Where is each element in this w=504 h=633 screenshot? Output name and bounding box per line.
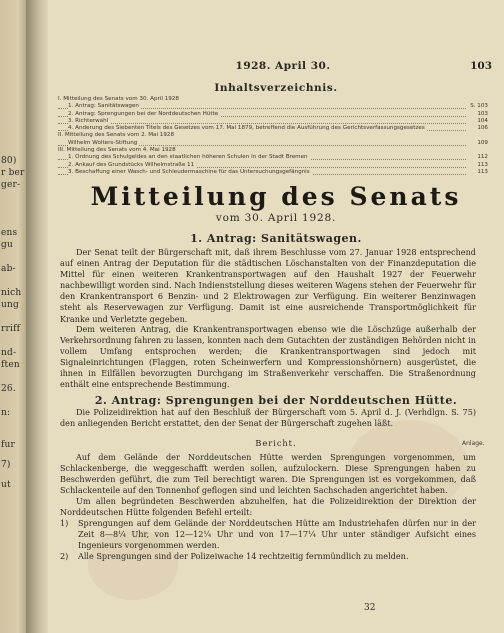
toc-entry-text: 2. Ankauf des Grundstücks Wilhelmstraße 11: [68, 161, 195, 168]
paragraph: Der Senat teilt der Bürgerschaft mit, daß ihrem Beschlusse vom 27. Januar 1928 entsprechend auf einen Antrag der Deputation für die städtischen Löschanstalten von der Finanzdeputation die Mittel für einen weiteren Krankentransportwagen auf den Haushalt 1927 der Feuerwehr nachbewilligt worden sind. Nach Indienststellung dieses weiteren Wagens stehen der Feuerwehr für den Krankentransport 6 Benzin- und 2 Elektrowagen zur Verfügung. Ein weiterer Benzinwagen steht als Reservewagen zur Verfügung. Damit ist eine ausreichende Transportmöglichkeit für Kranke und Verletzte gegeben.: [60, 247, 476, 324]
toc-row: [58, 140, 488, 147]
signature-number: 32: [364, 603, 376, 613]
paragraph: Die Polizeidirektion hat auf den Beschluß der Bürgerschaft vom 5. April d. J. (Verhdlgn. S. 75) den anliegenden Bericht erstattet, den der Senat der Bürgerschaft zugehen läßt.: [60, 407, 476, 429]
toc-row: [58, 118, 488, 125]
page-number: 103: [470, 60, 492, 72]
left-fragment: r ber: [1, 168, 25, 178]
toc-entry-text: III. Mitteilung des Senats vom 4. Mai 1928: [58, 147, 176, 154]
toc-entry-page: 109: [477, 139, 488, 146]
toc-row: [58, 169, 488, 176]
left-fragment: 80): [1, 156, 17, 166]
section-heading: 1. Antrag: Sanitätswagen.: [190, 232, 362, 245]
toc-row: [58, 103, 488, 110]
toc-entry-page: 106: [477, 125, 488, 132]
left-fragment: 26.: [1, 384, 16, 394]
toc-entry-text: Wilhelm Wolters-Stiftung: [68, 139, 138, 146]
left-fragment: ab-: [1, 264, 16, 274]
toc-entry-text: 2. Antrag: Sprengungen bei der Norddeutschen Hütte: [68, 110, 219, 117]
toc-leader-dots: [58, 118, 466, 124]
left-fragment: ut: [1, 480, 11, 490]
toc-row: [58, 96, 488, 103]
toc-row: [58, 154, 488, 161]
left-fragment: ung: [1, 300, 19, 310]
numbered-list: [60, 518, 476, 562]
section-heading: 2. Antrag: Sprengungen bei der Norddeutschen Hütte.: [94, 394, 458, 407]
margin-note: Anlage.: [462, 440, 485, 447]
left-fragment: gu: [1, 240, 13, 250]
left-fragment: rriff: [1, 324, 21, 334]
toc-entry-text: 4. Änderung des Siebenten Titels des Gesetzes vom 17. Mai 1879, betreffend die Ausführung des Gerichtsverfassungsgesetzes: [68, 125, 425, 132]
toc-row: [58, 111, 488, 118]
list-number: 2): [60, 551, 69, 562]
toc-entry-page: 113: [477, 168, 488, 175]
left-fragment: ens: [1, 228, 18, 238]
toc-entry-text: I. Mitteilung des Senats vom 30. April 1928: [58, 96, 179, 102]
toc-row: [58, 147, 488, 154]
list-item: [60, 518, 476, 551]
left-page-edge: [0, 0, 26, 633]
left-fragment: nd-: [1, 348, 17, 358]
page-header: [48, 60, 504, 74]
toc-entry-page: 103: [477, 110, 488, 117]
toc-title: Inhaltsverzeichnis.: [214, 82, 338, 94]
toc-entry-text: II. Mitteilung des Senats vom 2. Mai 1928: [58, 132, 175, 139]
report-label: Bericht.: [255, 438, 297, 448]
paragraph: Auf dem Gelände der Norddeutschen Hütte werden Sprengungen vorgenommen, um Schlackenberge, die weggeschafft werden sollen, aufzulockern. Diese Sprengungen haben zu Beschwerden geführt, die zum Teil berechtigt waren. Die Sprengungen ist es vorgekommen, daß Schlackenteile auf den Tonnenhof geflogen sind und leichten Sachschaden angerichtet haben.: [60, 452, 476, 496]
toc-entry-page: 104: [477, 117, 488, 124]
list-item: [60, 551, 476, 562]
toc-row: [58, 132, 488, 139]
paragraph: Dem weiteren Antrag, die Krankentransportwagen ebenso wie die Löschzüge außerhalb der Verkehrsordnung fahren zu lassen, konnten nach dem Gutachten der zuständigen Behörden nicht in vollem Umfang entsprochen werden; die Krankentransportwagen sind jedoch mit Signaleinrichtungen (Flaggen, roten Scheinwerfern und Kompressionshörnern) ausgerüstet, die ihnen in Eilfällen bevorzugten Durchgang im Straßenverkehr verschaffen. Die Straßenordnung enthält eine entsprechende Bestimmung.: [60, 324, 476, 390]
main-title: Mitteilung des Senats: [90, 182, 462, 211]
toc-row: [58, 125, 488, 132]
left-fragment: ger-: [1, 180, 21, 190]
toc-row: [58, 162, 488, 169]
list-text: Alle Sprengungen sind der Polizeiwache 14 rechtzeitig fernmündlich zu melden.: [78, 551, 409, 562]
toc-entry-text: 1. Ordnung des Schulgeldes an den staatlichen höheren Schulen in der Stadt Bremen: [68, 154, 308, 161]
toc-entry-page: 113: [477, 161, 488, 168]
document-page: [48, 0, 504, 633]
left-fragment: fur: [1, 440, 16, 450]
list-number: 1): [60, 518, 69, 528]
list-text: Sprengungen auf dem Gelände der Norddeutschen Hütte am Industriehafen dürfen nur in der Zeit 8—8¼ Uhr, von 12—12¼ Uhr und von 17—17¼ Uhr unter ständiger Aufsicht eines Ingenieurs vorgenommen werden.: [78, 518, 476, 551]
left-fragment: ften: [1, 360, 20, 370]
left-fragment: nich: [1, 288, 22, 298]
toc-entry-text: 3. Beschaffung einer Wasch- und Schleudermaschine für das Untersuchungsgefängnis: [68, 168, 310, 175]
book-gutter: [26, 0, 48, 633]
toc-entry-text: 3. Richterwahl: [68, 117, 109, 124]
paragraph: Um allen begründeten Beschwerden abzuhelfen, hat die Polizeidirektion der Direktion der Norddeutschen Hütte folgenden Befehl erteilt:: [60, 496, 476, 518]
toc-entry-page: 112: [477, 154, 488, 161]
toc-entry-page: S. 103: [470, 103, 488, 110]
header-date: 1928. April 30.: [235, 60, 331, 72]
main-subtitle: vom 30. April 1928.: [215, 212, 337, 224]
left-fragment: n:: [1, 408, 11, 418]
left-fragment: 7): [1, 460, 11, 470]
toc-entry-text: 1. Antrag: Sanitätswagen: [68, 103, 139, 110]
table-of-contents: [58, 96, 488, 176]
